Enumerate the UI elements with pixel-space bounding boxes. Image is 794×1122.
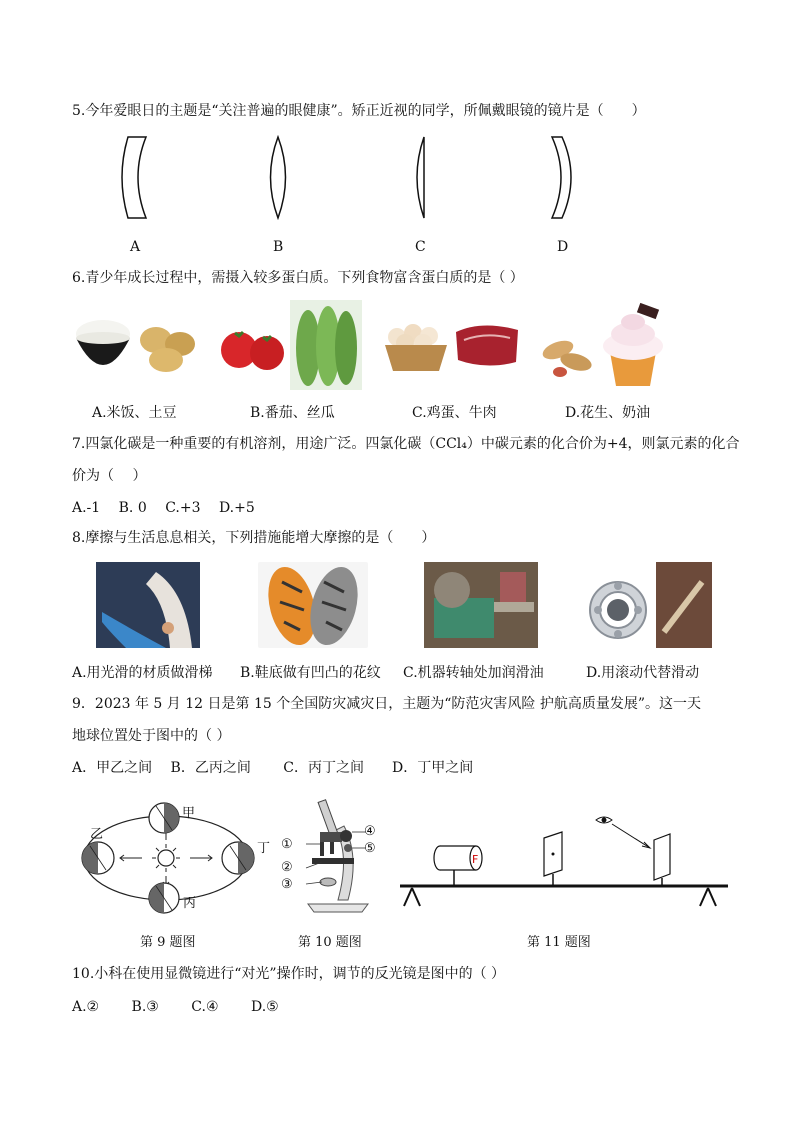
beef-image [452, 318, 522, 370]
q6-option-b: B.番茄、丝瓜 [250, 405, 335, 421]
potato-image [138, 320, 198, 375]
figure-9-earth-orbit-diagram [78, 798, 271, 918]
q5-option-d: D [557, 239, 569, 255]
q5-option-c: C [415, 239, 426, 255]
fig10-label-5: ⑤ [364, 841, 376, 856]
tomato-image [217, 320, 289, 375]
q8-option-a: A.用光滑的材质做滑梯 [72, 665, 213, 681]
q6-option-d: D.花生、奶油 [565, 405, 651, 421]
q9-stem-line1: 9．2023 年 5 月 12 日是第 15 个全国防灾减灾日，主题为“防范灾害风险 护航高质量发展”。这一天 [72, 696, 701, 712]
q9-options: A．甲乙之间 B．乙丙之间 C．丙丁之间 D．丁甲之间 [72, 760, 474, 776]
svg-text:F: F [472, 853, 479, 866]
q6-option-c: C.鸡蛋、牛肉 [412, 405, 497, 421]
q7-options: A.-1 B. 0 C.+3 D.+5 [72, 500, 255, 516]
q7-stem-line1: 7.四氯化碳是一种重要的有机溶剂，用途广泛。四氯化碳（CCl₄）中碳元素的化合价为+4，则氯元素的化合 [72, 436, 740, 452]
q6-option-a: A.米饭、土豆 [92, 405, 177, 421]
fig10-label-4: ④ [364, 824, 376, 839]
q5-stem: 5.今年爱眼日的主题是“关注普遍的眼健康”。矫正近视的同学，所佩戴眼镜的镜片是（ ） [72, 103, 646, 119]
lens-b-biconvex [263, 135, 293, 220]
cupcake-image [598, 300, 668, 390]
lens-c-planoconvex [410, 135, 434, 220]
q8-option-c: C.机器转轴处加润滑油 [403, 665, 544, 681]
figure-10-caption: 第 10 题图 [298, 935, 362, 950]
fig10-label-1: ① [281, 837, 293, 852]
ball-bearing-photo [582, 562, 712, 648]
figure-11-caption: 第 11 题图 [527, 935, 591, 950]
rice-bowl-image [72, 312, 134, 378]
q8-stem: 8.摩擦与生活息息相关，下列措施能增大摩擦的是（ ） [72, 530, 436, 546]
fig10-label-3: ③ [281, 877, 293, 892]
figure-9-caption: 第 9 题图 [140, 935, 196, 950]
eggs-basket-image [383, 315, 449, 373]
q8-option-b: B.鞋底做有凹凸的花纹 [240, 665, 381, 681]
fig10-label-2: ② [281, 860, 293, 875]
fig9-label-bing: 丙 [183, 896, 197, 911]
q5-option-a: A [130, 239, 141, 255]
lens-d-meniscus [550, 135, 580, 220]
q8-option-d: D.用滚动代替滑动 [586, 665, 700, 681]
slide-photo [96, 562, 200, 648]
q10-options: A.② B.③ C.④ D.⑤ [72, 999, 279, 1015]
q9-stem-line2: 地球位置处于图中的（ ） [72, 728, 231, 744]
shoe-sole-photo [258, 562, 368, 648]
loofah-image [290, 300, 362, 390]
fig9-label-yi: 乙 [90, 827, 104, 842]
q10-stem: 10.小科在使用显微镜进行“对光”操作时，调节的反光镜是图中的（ ） [72, 966, 506, 982]
machine-shaft-photo [424, 562, 538, 648]
peanuts-image [540, 328, 598, 386]
q6-stem: 6.青少年成长过程中，需摄入较多蛋白质。下列食物富含蛋白质的是（ ） [72, 270, 524, 286]
lens-a-concave [120, 135, 160, 220]
figure-11-optical-bench [398, 808, 730, 912]
q7-stem-line2: 价为（ ） [72, 468, 147, 484]
q5-option-b: B [273, 239, 284, 255]
fig9-label-jia: 甲 [182, 806, 196, 821]
fig9-label-ding: 丁 [257, 841, 271, 856]
